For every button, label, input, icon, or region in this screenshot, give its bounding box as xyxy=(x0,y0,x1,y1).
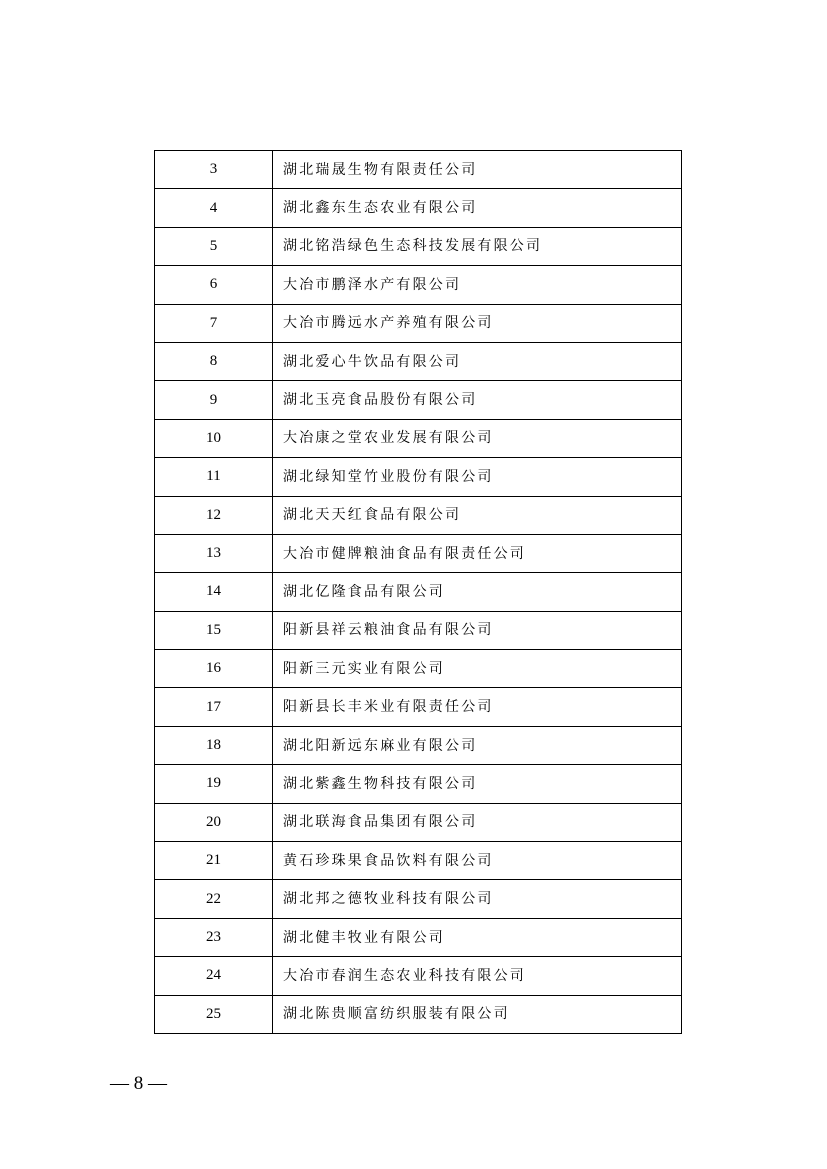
row-number-cell: 12 xyxy=(155,496,273,534)
row-number-cell: 11 xyxy=(155,458,273,496)
row-number-cell: 19 xyxy=(155,765,273,803)
row-number-cell: 7 xyxy=(155,304,273,342)
row-number-cell: 10 xyxy=(155,419,273,457)
company-name-cell: 湖北紫鑫生物科技有限公司 xyxy=(273,765,682,803)
row-number-cell: 23 xyxy=(155,918,273,956)
company-name-cell: 湖北铭浩绿色生态科技发展有限公司 xyxy=(273,227,682,265)
company-name-cell: 阳新三元实业有限公司 xyxy=(273,650,682,688)
row-number-cell: 3 xyxy=(155,151,273,189)
table-row xyxy=(155,918,682,956)
row-number-cell: 9 xyxy=(155,381,273,419)
row-number-cell: 21 xyxy=(155,842,273,880)
company-name-cell: 大冶市春润生态农业科技有限公司 xyxy=(273,957,682,995)
company-name-cell: 湖北爱心牛饮品有限公司 xyxy=(273,342,682,380)
company-list-body xyxy=(155,151,682,1034)
company-name-cell: 湖北健丰牧业有限公司 xyxy=(273,918,682,956)
table-row xyxy=(155,189,682,227)
company-name-cell: 湖北绿知堂竹业股份有限公司 xyxy=(273,458,682,496)
table-row xyxy=(155,688,682,726)
row-number-cell: 6 xyxy=(155,266,273,304)
table-row xyxy=(155,611,682,649)
company-name-cell: 湖北鑫东生态农业有限公司 xyxy=(273,189,682,227)
row-number-cell: 20 xyxy=(155,803,273,841)
row-number-cell: 5 xyxy=(155,227,273,265)
company-name-cell: 大冶市鹏泽水产有限公司 xyxy=(273,266,682,304)
company-name-cell: 阳新县祥云粮油食品有限公司 xyxy=(273,611,682,649)
table-row xyxy=(155,227,682,265)
table-row xyxy=(155,304,682,342)
table-row xyxy=(155,880,682,918)
company-name-cell: 阳新县长丰米业有限责任公司 xyxy=(273,688,682,726)
table-row xyxy=(155,765,682,803)
company-name-cell: 湖北邦之德牧业科技有限公司 xyxy=(273,880,682,918)
row-number-cell: 8 xyxy=(155,342,273,380)
row-number-cell: 22 xyxy=(155,880,273,918)
table-row xyxy=(155,342,682,380)
row-number-cell: 25 xyxy=(155,995,273,1033)
company-name-cell: 湖北亿隆食品有限公司 xyxy=(273,573,682,611)
company-name-cell: 大冶市腾远水产养殖有限公司 xyxy=(273,304,682,342)
row-number-cell: 4 xyxy=(155,189,273,227)
table-row xyxy=(155,842,682,880)
table-row xyxy=(155,458,682,496)
table-row xyxy=(155,650,682,688)
company-name-cell: 大冶康之堂农业发展有限公司 xyxy=(273,419,682,457)
company-name-cell: 湖北阳新远东麻业有限公司 xyxy=(273,726,682,764)
table-row xyxy=(155,496,682,534)
row-number-cell: 18 xyxy=(155,726,273,764)
row-number-cell: 24 xyxy=(155,957,273,995)
table-row xyxy=(155,803,682,841)
table-row xyxy=(155,573,682,611)
row-number-cell: 13 xyxy=(155,534,273,572)
table-row xyxy=(155,726,682,764)
table-row xyxy=(155,419,682,457)
company-name-cell: 湖北玉亮食品股份有限公司 xyxy=(273,381,682,419)
row-number-cell: 16 xyxy=(155,650,273,688)
table-row xyxy=(155,995,682,1033)
row-number-cell: 14 xyxy=(155,573,273,611)
company-name-cell: 湖北瑞晟生物有限责任公司 xyxy=(273,151,682,189)
table-row xyxy=(155,151,682,189)
table-row xyxy=(155,381,682,419)
company-name-cell: 湖北天天红食品有限公司 xyxy=(273,496,682,534)
table-row xyxy=(155,534,682,572)
table-row xyxy=(155,957,682,995)
company-name-cell: 大冶市健牌粮油食品有限责任公司 xyxy=(273,534,682,572)
company-name-cell: 湖北陈贵顺富纺织服装有限公司 xyxy=(273,995,682,1033)
company-list-table xyxy=(154,150,682,1034)
company-name-cell: 黄石珍珠果食品饮料有限公司 xyxy=(273,842,682,880)
row-number-cell: 15 xyxy=(155,611,273,649)
table-row xyxy=(155,266,682,304)
company-name-cell: 湖北联海食品集团有限公司 xyxy=(273,803,682,841)
page-number: — 8 — xyxy=(110,1073,167,1094)
row-number-cell: 17 xyxy=(155,688,273,726)
